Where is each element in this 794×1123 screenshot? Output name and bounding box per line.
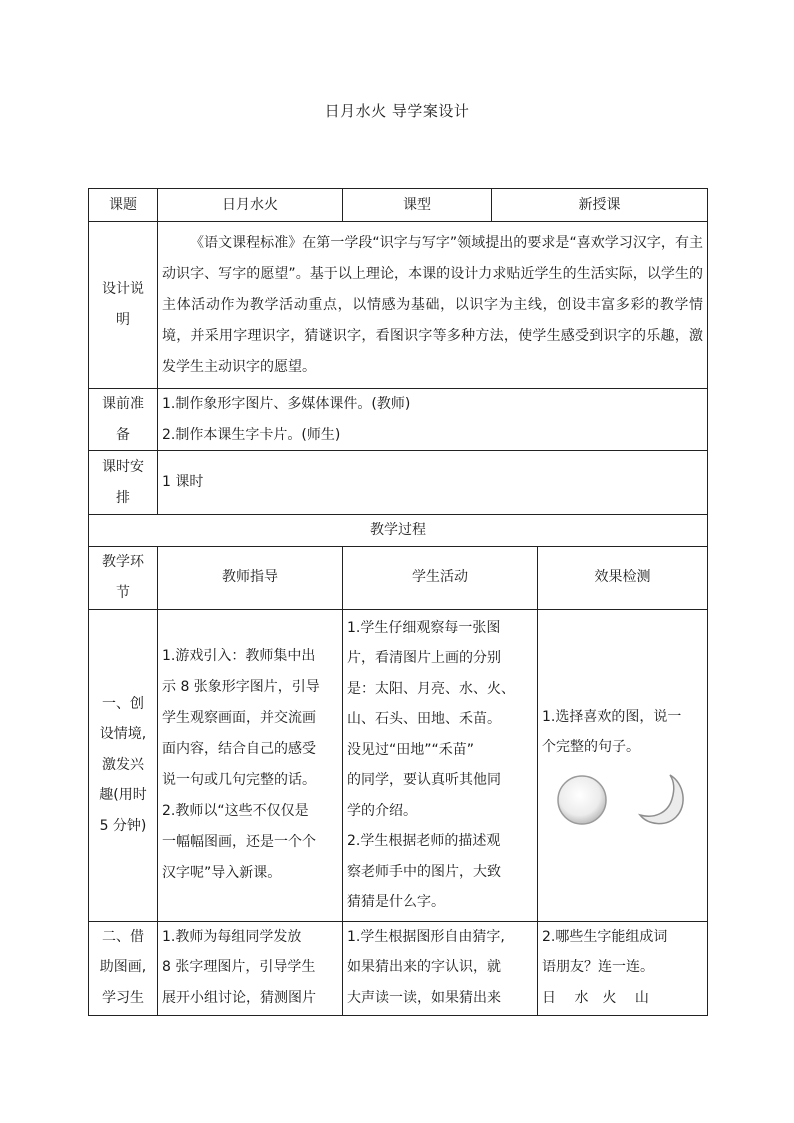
step2-check-line: 2.哪些生字能组成词 [542,928,668,945]
prep-item: 1.制作象形字图片、多媒体课件。(教师) [162,396,411,412]
type-value: 新授课 [492,189,708,222]
step2-stage [89,921,158,1015]
step1-teacher-line: 汉字呢”导入新课。 [162,865,282,881]
prep-label-line: 备 [116,426,130,443]
col-student: 学生活动 [343,546,538,609]
step1-check [538,609,708,921]
step1-student-line: 察老师手中的图片，大致 [347,863,501,880]
prep-item: 2.制作本课生字卡片。(师生) [162,426,341,443]
header-row [89,189,708,222]
col-check: 效果检测 [538,546,708,609]
step1-stage-line: 5 分钟) [99,817,147,834]
step1-row [89,609,708,921]
step2-student-line: 如果猜出来的字认识，就 [347,959,501,975]
step1-check-line: 1.选择喜欢的图，说一 [542,708,682,725]
step1-student-line: 是：太阳、月亮、水、火、 [347,680,515,697]
step2-teacher [158,921,343,1015]
step1-student [343,609,538,921]
step1-stage-line: 设情境, [99,726,147,743]
topic-value: 日月水火 [158,189,343,222]
step1-teacher [158,609,343,921]
design-label-line: 设计说 [102,281,144,297]
design-label-line: 明 [116,312,130,328]
step1-stage [89,609,158,921]
step1-student-line: 1.学生仔细观察每一张图 [347,619,501,636]
step1-teacher-line: 1.游戏引入：教师集中出 [162,648,316,664]
design-label [89,222,158,389]
col-stage-line: 节 [116,584,130,601]
schedule-label-line: 排 [116,489,130,506]
prep-label-line: 课前准 [102,396,144,412]
step2-check-line: 语朋友？连一连。 [542,959,654,975]
design-row [89,222,708,389]
step1-teacher-line: 面内容，结合自己的感受 [162,741,316,757]
lesson-plan-table [88,188,708,1016]
step1-teacher-line: 2.教师以“这些不仅仅是 [162,803,309,819]
step2-teacher-line: 8 张字理图片，引导学生 [162,959,316,975]
step1-stage-line: 激发兴 [102,756,144,773]
topic-label: 课题 [89,189,158,222]
process-title-row [89,515,708,547]
step1-teacher-line: 学生观察画面，并交流画 [162,710,316,726]
step1-student-line: 片，看清图片上画的分别 [347,650,501,666]
step2-stage-line: 助图画, [99,959,147,975]
process-title: 教学过程 [89,515,708,547]
step2-teacher-line: 展开小组讨论，猜测图片 [162,989,316,1006]
schedule-label-line: 课时安 [102,459,144,475]
schedule-label [89,451,158,515]
step1-teacher-line: 示 8 张象形字图片，引导 [162,679,320,695]
prep-row [89,389,708,451]
step2-student-line: 大声读一读，如果猜出来 [347,989,501,1006]
step1-images [542,763,703,829]
type-label: 课型 [343,189,492,222]
moon-image [636,771,690,829]
step2-check-line: 日 水 火 山 [542,989,649,1006]
step2-check [538,921,708,1015]
step1-teacher-line: 说一句或几句完整的话。 [162,772,316,788]
step1-student-line: 的同学，要认真听其他同 [347,772,501,788]
step1-stage-line: 趣(用时 [99,787,147,804]
step2-student-line: 1.学生根据图形自由猜字, [347,928,505,945]
step2-student [343,921,538,1015]
design-text-cell [158,222,708,389]
step1-student-line: 学的介绍。 [347,802,417,819]
column-header-row [89,546,708,609]
step1-student-line: 2.学生根据老师的描述观 [347,833,501,849]
step2-stage-line: 学习生 [102,989,144,1006]
step1-student-line: 山、石头、田地、禾苗。 [347,711,501,727]
step2-row [89,921,708,1015]
sun-image [555,773,609,827]
step1-stage-line: 一、创 [102,695,144,712]
step2-stage-line: 二、借 [102,928,144,945]
schedule-row [89,451,708,515]
col-stage [89,546,158,609]
step2-teacher-line: 1.教师为每组同学发放 [162,928,302,945]
step1-teacher-line: 一幅幅图画，还是一个个 [162,834,316,850]
schedule-value: 1 课时 [158,451,708,515]
step1-check-line: 个完整的句子。 [542,739,640,755]
step1-student-line: 没见过“田地”“禾苗” [347,741,475,758]
design-text: 《语文课程标准》在第一学段“识字与写字”领域提出的要求是“喜欢学习汉字，有主动识字、写字的愿望”。基于以上理论，本课的设计力求贴近学生的生活实际，以学生的主体活动作为教学活动重点，以情感为基础，以识字为主线，创设丰富多彩的教学情境，并采用字理识字，猜谜识字，看图识字等多种方法，使学生感受到识字的乐趣，激发学生主动识字的愿望。 [162,234,703,375]
prep-content [158,389,708,451]
col-stage-line: 教学环 [102,554,144,570]
step1-student-line: 猜猜是什么字。 [347,894,445,910]
col-teacher: 教师指导 [158,546,343,609]
prep-label [89,389,158,451]
page-title: 日月水火 导学案设计 [324,102,470,120]
